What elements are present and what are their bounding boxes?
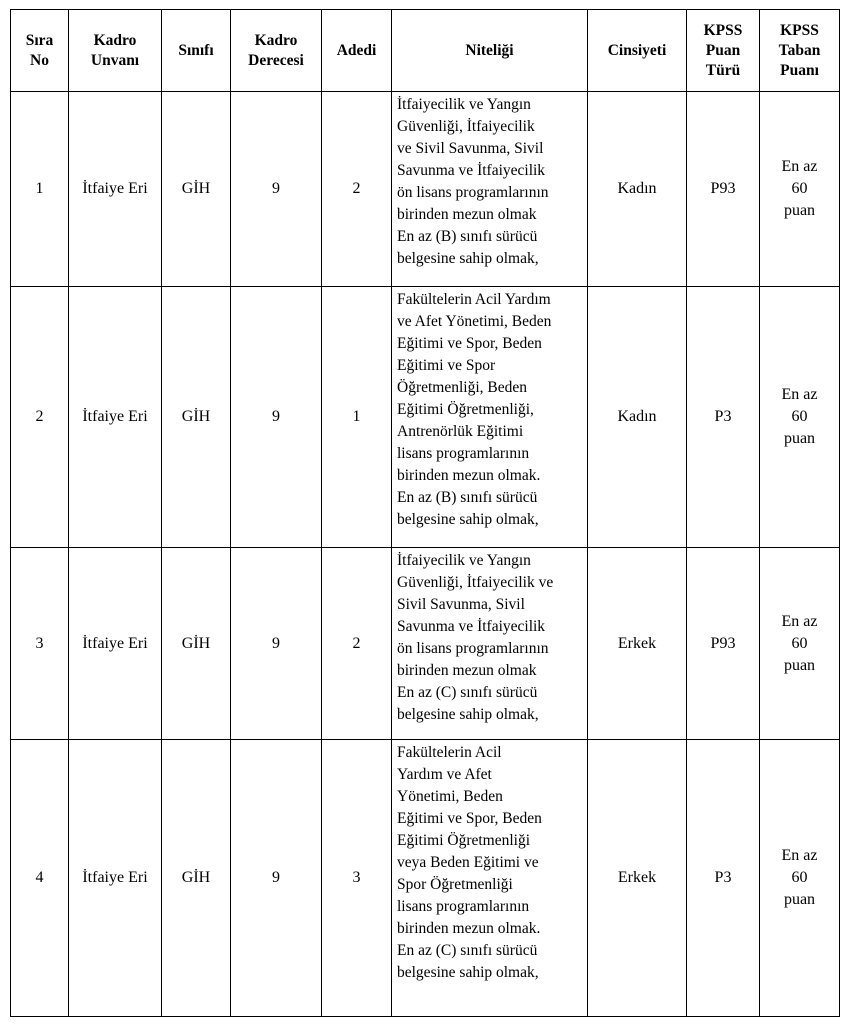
cell-sinifi: GİH <box>162 548 231 740</box>
cell-sinifi: GİH <box>162 740 231 1017</box>
nitelik-line: Eğitimi Öğretmenliği <box>397 832 531 849</box>
nitelik-line: Fakültelerin Acil <box>397 744 502 761</box>
taban-line: puan <box>783 891 816 908</box>
nitelik-line: lisans programlarının <box>397 445 530 462</box>
cell-puan-turu: P93 <box>687 92 760 287</box>
header-text: Taban <box>778 41 821 59</box>
nitelik-line: Yönetimi, Beden <box>397 788 503 805</box>
header-sinifi <box>162 10 231 92</box>
nitelik-line: birinden mezun olmak <box>397 662 537 679</box>
cell-adedi: 3 <box>322 740 392 1017</box>
nitelik-line: Fakültelerin Acil Yardım <box>397 291 551 308</box>
taban-line: puan <box>783 202 816 219</box>
table-row <box>11 548 840 740</box>
cell-adedi: 2 <box>322 92 392 287</box>
table-row <box>11 740 840 1017</box>
nitelik-line: En az (C) sınıfı sürücü <box>397 942 538 959</box>
taban-line: En az <box>781 386 818 403</box>
header-kpss-puan-turu <box>687 10 760 92</box>
cell-taban-puani <box>760 287 840 548</box>
cell-sira-no: 1 <box>11 92 69 287</box>
cell-cinsiyeti: Erkek <box>588 548 687 740</box>
cell-cinsiyeti: Kadın <box>588 287 687 548</box>
cell-niteligi <box>392 740 588 1017</box>
nitelik-line: İtfaiyecilik ve Yangın <box>397 552 531 569</box>
cell-taban-puani <box>760 92 840 287</box>
header-text: Kadro <box>93 31 137 49</box>
nitelik-line: Sivil Savunma, Sivil <box>397 596 525 613</box>
cell-kadro-unvani: İtfaiye Eri <box>69 92 162 287</box>
nitelik-line: ön lisans programlarının <box>397 184 549 201</box>
cell-adedi: 2 <box>322 548 392 740</box>
header-text: Sıra <box>25 31 54 49</box>
taban-line: 60 <box>791 869 808 886</box>
cell-kadro-unvani: İtfaiye Eri <box>69 548 162 740</box>
header-text: Niteliği <box>465 41 514 59</box>
header-text: KPSS <box>703 21 743 39</box>
cell-niteligi <box>392 548 588 740</box>
nitelik-line: En az (C) sınıfı sürücü <box>397 684 538 701</box>
cell-niteligi <box>392 287 588 548</box>
header-sira-no <box>11 10 69 92</box>
header-text: No <box>30 51 49 69</box>
taban-line: 60 <box>791 634 808 652</box>
nitelik-line: belgesine sahip olmak, <box>397 250 539 267</box>
header-text: KPSS <box>780 21 819 39</box>
cell-puan-turu: P93 <box>687 548 760 740</box>
cell-sira-no: 3 <box>11 548 69 740</box>
taban-line: puan <box>783 430 816 447</box>
nitelik-line: Güvenliği, İtfaiyecilik <box>397 118 535 135</box>
nitelik-line: veya Beden Eğitimi ve <box>397 854 539 871</box>
cell-sinifi: GİH <box>162 92 231 287</box>
cell-cinsiyeti: Erkek <box>588 740 687 1017</box>
nitelik-line: birinden mezun olmak. <box>397 467 541 484</box>
nitelik-line: birinden mezun olmak <box>397 206 537 223</box>
nitelik-line: ön lisans programlarının <box>397 640 549 657</box>
header-text: Derecesi <box>248 51 304 69</box>
cell-sira-no: 4 <box>11 740 69 1017</box>
header-text: Puanı <box>780 61 819 79</box>
nitelik-line: En az (B) sınıfı sürücü <box>397 489 538 506</box>
nitelik-line: Yardım ve Afet <box>397 766 492 783</box>
header-text: Adedi <box>336 41 377 59</box>
nitelik-line: Savunma ve İtfaiyecilik <box>397 618 546 635</box>
cell-taban-puani <box>760 740 840 1017</box>
header-text: Unvanı <box>90 51 140 69</box>
table-row <box>11 92 840 287</box>
header-cinsiyeti <box>588 10 687 92</box>
cell-taban-puani <box>760 548 840 740</box>
nitelik-line: Eğitimi Öğretmenliği, <box>397 401 534 418</box>
nitelik-line: Öğretmenliği, Beden <box>397 379 527 396</box>
nitelik-line: İtfaiyecilik ve Yangın <box>397 96 531 113</box>
header-text: Sınıfı <box>178 41 214 59</box>
table-row <box>11 287 840 548</box>
nitelik-line: birinden mezun olmak. <box>397 920 541 937</box>
nitelik-line: lisans programlarının <box>397 898 530 915</box>
nitelik-line: Eğitimi ve Spor <box>397 357 496 374</box>
cell-puan-turu: P3 <box>687 287 760 548</box>
cell-kadro-derecesi: 9 <box>231 287 322 548</box>
header-row <box>11 10 840 92</box>
nitelik-line: ve Sivil Savunma, Sivil <box>397 140 544 157</box>
header-kadro-unvani <box>69 10 162 92</box>
header-kpss-taban-puani <box>760 10 840 92</box>
nitelik-line: Eğitimi ve Spor, Beden <box>397 335 542 352</box>
cell-kadro-derecesi: 9 <box>231 92 322 287</box>
taban-line: En az <box>781 612 818 630</box>
taban-line: En az <box>781 158 818 175</box>
taban-line: 60 <box>791 408 808 425</box>
header-text: Cinsiyeti <box>607 41 667 59</box>
kadro-table <box>10 9 840 1017</box>
nitelik-line: Antrenörlük Eğitimi <box>397 423 524 440</box>
nitelik-line: belgesine sahip olmak, <box>397 706 539 723</box>
nitelik-line: ve Afet Yönetimi, Beden <box>397 313 552 330</box>
header-kadro-derecesi <box>231 10 322 92</box>
cell-cinsiyeti: Kadın <box>588 92 687 287</box>
nitelik-line: Savunma ve İtfaiyecilik <box>397 162 546 179</box>
nitelik-line: Eğitimi ve Spor, Beden <box>397 810 542 827</box>
taban-line: En az <box>781 847 818 864</box>
cell-niteligi <box>392 92 588 287</box>
header-text: Türü <box>705 61 741 79</box>
taban-line: puan <box>783 656 816 674</box>
header-niteligi <box>392 10 588 92</box>
cell-puan-turu: P3 <box>687 740 760 1017</box>
cell-kadro-unvani: İtfaiye Eri <box>69 287 162 548</box>
cell-kadro-unvani: İtfaiye Eri <box>69 740 162 1017</box>
cell-adedi: 1 <box>322 287 392 548</box>
header-text: Kadro <box>254 31 298 49</box>
nitelik-line: belgesine sahip olmak, <box>397 964 539 981</box>
nitelik-line: Spor Öğretmenliği <box>397 876 513 893</box>
header-adedi <box>322 10 392 92</box>
taban-line: 60 <box>791 180 808 197</box>
cell-kadro-derecesi: 9 <box>231 548 322 740</box>
nitelik-line: En az (B) sınıfı sürücü <box>397 228 538 245</box>
nitelik-line: belgesine sahip olmak, <box>397 511 539 528</box>
nitelik-line: Güvenliği, İtfaiyecilik ve <box>397 574 554 591</box>
cell-kadro-derecesi: 9 <box>231 740 322 1017</box>
cell-sira-no: 2 <box>11 287 69 548</box>
cell-sinifi: GİH <box>162 287 231 548</box>
header-text: Puan <box>705 41 741 59</box>
